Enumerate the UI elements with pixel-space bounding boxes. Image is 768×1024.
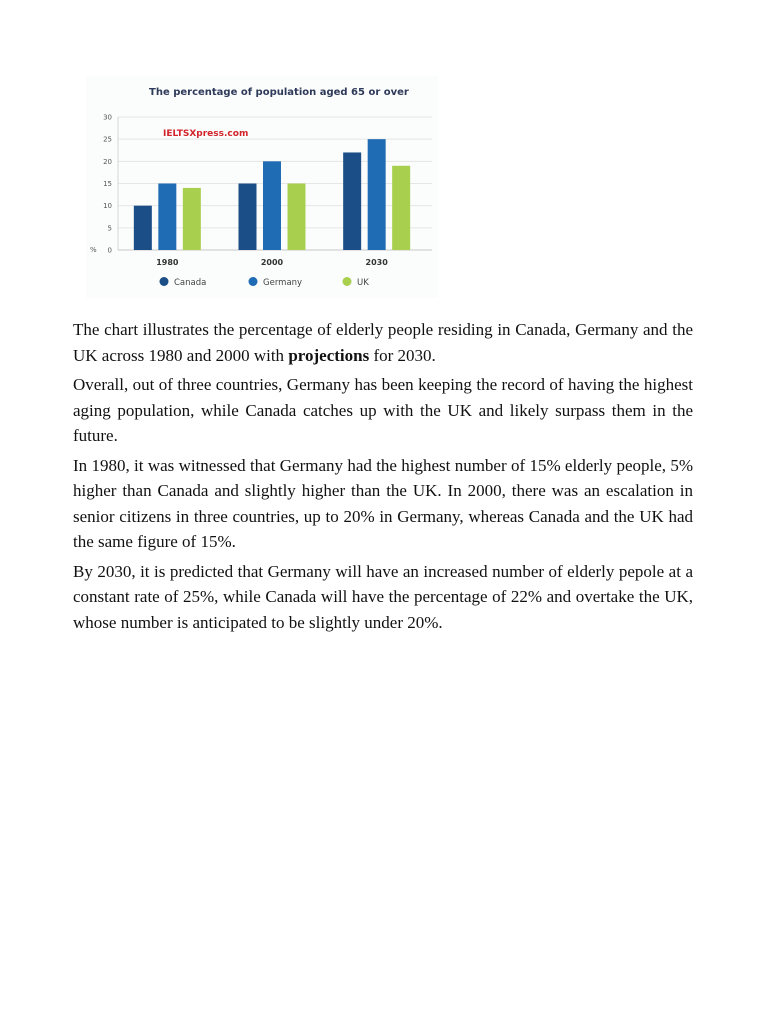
- y-tick-label: 15: [103, 180, 112, 188]
- paragraph-overview: Overall, out of three countries, Germany has been keeping the record of having the highest aging population, while Canada catches up with the UK and likely surpass them in the future.: [73, 375, 693, 445]
- intro-text-start: The chart illustrates the percentage of elderly people residing in Canada, Germany and the UK across 1980 and 2000 with: [73, 320, 693, 365]
- chart-title: The percentage of population aged 65 or over: [149, 87, 409, 98]
- paragraph-intro: [73, 317, 693, 368]
- legend-label-germany: Germany: [263, 278, 303, 288]
- x-tick-label: 2000: [260, 258, 284, 267]
- y-tick-label: 30: [103, 113, 112, 122]
- y-tick-label: 5: [107, 224, 112, 233]
- y-tick-label: 0: [107, 246, 112, 255]
- y-axis-label: %: [90, 246, 97, 254]
- y-axis-ticks: [103, 114, 112, 255]
- chart-figure: [86, 76, 438, 298]
- bar-chart: [86, 76, 438, 298]
- bar-uk-1980: [183, 188, 201, 250]
- bars: [134, 139, 410, 250]
- essay-text: [73, 317, 693, 639]
- intro-bold-word: projections: [288, 345, 370, 365]
- bar-germany-1980: [158, 184, 176, 251]
- legend-label-canada: Canada: [174, 278, 207, 288]
- bar-germany-2030: [368, 139, 386, 250]
- watermark-text: IELTSXpress.com: [163, 129, 249, 139]
- x-tick-label: 2030: [365, 258, 388, 267]
- legend-marker-canada: [160, 277, 169, 286]
- paragraph-body-1: In 1980, it was witnessed that Germany had the highest number of 15% elderly people, 5% higher than Canada and slightly higher than the UK. In 2000, there was an escalation in senior citizens in three countries, up to 20% in Germany, whereas Canada and the UK had the same figure of 15%.: [73, 455, 693, 551]
- y-tick-label: 10: [103, 202, 112, 211]
- intro-text-end: for 2030.: [369, 345, 436, 365]
- bar-uk-2000: [288, 184, 306, 251]
- bar-germany-2000: [263, 161, 281, 250]
- x-axis-categories: [156, 258, 388, 267]
- legend-label-uk: UK: [357, 278, 369, 288]
- x-tick-label: 1980: [156, 258, 179, 267]
- bar-canada-2000: [239, 184, 257, 251]
- legend: [160, 277, 370, 288]
- y-tick-label: 25: [103, 135, 112, 144]
- paragraph-body-2: By 2030, it is predicted that Germany will have an increased number of elderly pepole at a constant rate of 25%, while Canada will have the percentage of 22% and overtake the UK, whose number is anticipated to be slightly under 20%.: [73, 561, 693, 632]
- bar-uk-2030: [392, 166, 410, 250]
- y-tick-label: 20: [103, 157, 112, 166]
- legend-marker-germany: [249, 277, 258, 286]
- bar-canada-1980: [134, 206, 152, 250]
- bar-canada-2030: [343, 152, 361, 250]
- legend-marker-uk: [343, 277, 352, 286]
